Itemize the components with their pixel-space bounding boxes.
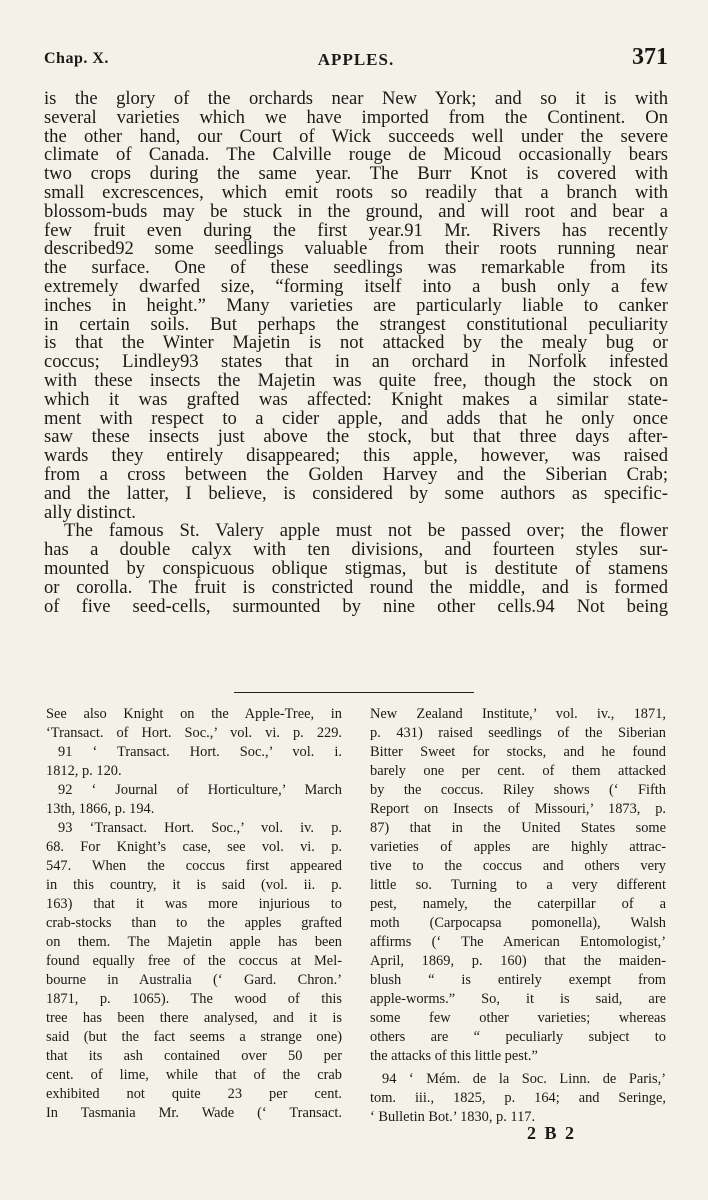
footnote-line: New Zealand Institute,’ vol. iv., 1871,: [370, 706, 666, 722]
footnote-line: tive to the coccus and others very: [370, 858, 666, 874]
footnote-line: 87) that in the United States some: [370, 820, 666, 836]
running-title: APPLES.: [317, 50, 395, 69]
text-line: the other hand, our Court of Wick succeeds well under the severe: [44, 125, 668, 147]
footnote-line: the attacks of this little pest.”: [370, 1048, 538, 1064]
text-line: or corolla. The fruit is constricted round the middle, and is formed: [44, 576, 668, 598]
footnote-line: p. 431) raised seedlings of the Siberian: [370, 725, 666, 741]
footnote-line: tree has been there analysed, and it is: [46, 1010, 342, 1026]
text-line: in certain soils. But perhaps the strangest constitutional peculiarity: [44, 313, 668, 335]
text-line: with these insects the Majetin was quite free, though the stock on: [44, 369, 668, 391]
footnote-line: found equally free of the coccus at Mel-: [46, 953, 342, 969]
footnote-line: Report on Insects of Missouri,’ 1873, p.: [370, 801, 666, 817]
footnote-line: 547. When the coccus first appeared: [46, 858, 342, 874]
text-line: blossom-buds may be stuck in the ground, and will root and bear a: [44, 200, 668, 222]
footnote-line: 93 ‘Transact. Hort. Soc.,’ vol. iv. p.: [58, 820, 342, 836]
footnote-line: April, 1869, p. 160) that the maiden-: [370, 953, 666, 969]
footnote-line: 68. For Knight’s case, see vol. vi. p.: [46, 839, 342, 855]
footnote-line: 91 ‘ Transact. Hort. Soc.,’ vol. i.: [58, 744, 342, 760]
footnote-line: that its ash contained over 50 per: [46, 1048, 342, 1064]
footnote-line: 1871, p. 1065). The wood of this: [46, 991, 342, 1007]
footnote-line: varieties of apples are highly attrac-: [370, 839, 666, 855]
text-line: saw these insects just above the stock, but that three days after-: [44, 426, 668, 448]
footnote-divider: [234, 692, 474, 693]
footnote-line: 92 ‘ Journal of Horticulture,’ March: [58, 782, 342, 798]
footnote-line: cent. of lime, while that of the crab: [46, 1067, 342, 1083]
text-line: coccus; Lindley93 states that in an orchard in Norfolk infested: [44, 351, 668, 373]
footnote-line: Bitter Sweet for stocks, and he found: [370, 744, 666, 760]
footnote-line: said (but the fact seems a strange one): [46, 1029, 342, 1045]
footnote-line: crab-stocks than to the apples grafted: [46, 915, 342, 931]
footnote-line: by the coccus. Riley shows (‘ Fifth: [370, 782, 666, 798]
footnote-line: 13th, 1866, p. 194.: [46, 801, 155, 817]
text-line: is the glory of the orchards near New York; and so it is with: [44, 88, 668, 109]
text-line: wards they entirely disappeared; this apple, however, was raised: [44, 445, 668, 467]
text-line: The famous St. Valery apple must not be passed over; the flower: [64, 520, 668, 542]
text-line: of five seed-cells, surmounted by nine other cells.94 Not being: [44, 595, 668, 617]
footnote-line: on them. The Majetin apple has been: [46, 934, 342, 950]
text-line: mounted by conspicuous oblique stigmas, but is destitute of stamens: [44, 557, 668, 579]
footnote-line: others are “ peculiarly subject to: [370, 1029, 666, 1045]
text-line: few fruit even during the first year.91 Mr. Rivers has recently: [44, 219, 668, 241]
footnote-line: In Tasmania Mr. Wade (‘ Transact.: [46, 1105, 342, 1121]
text-line: from a cross between the Golden Harvey and the Siberian Crab;: [44, 463, 668, 485]
text-line: the surface. One of these seedlings was remarkable from its: [44, 257, 668, 279]
footnote-line: apple-worms.” So, it is said, are: [370, 991, 666, 1007]
signature-mark: 2 B 2: [527, 1123, 577, 1143]
footnote-line: bourne in Australia (‘ Gard. Chron.’: [46, 972, 342, 988]
text-line: small excrescences, which emit roots so readily that a branch with: [44, 181, 668, 203]
text-line: inches in height.” Many varieties are particularly liable to canker: [44, 294, 668, 316]
footnote-line: 1812, p. 120.: [46, 763, 122, 779]
text-line: several varieties which we have imported from the Continent. On: [44, 106, 668, 128]
footnote-line: affirms (‘ The American Entomologist,’: [370, 934, 666, 950]
text-line: two crops during the same year. The Burr Knot is covered with: [44, 163, 668, 185]
footnote-line: tom. iii., 1825, p. 164; and Seringe,: [370, 1090, 666, 1106]
footnotes-left-column: [46, 705, 342, 1123]
text-line: which it was grafted was affected: Knight makes a similar state-: [44, 388, 668, 410]
text-line: and the latter, I believe, is considered by some authors as specific-: [44, 482, 668, 504]
footnote-line: moth (Carpocapsa pomonella), Walsh: [370, 915, 666, 931]
footnote-line: some few other varieties; whereas: [370, 1010, 666, 1026]
text-line: has a double calyx with ten divisions, and fourteen styles sur-: [44, 539, 668, 561]
running-header: [44, 44, 668, 78]
footnote-line: barely one per cent. of them attacked: [370, 763, 666, 779]
footnote-line: ‘Transact. of Hort. Soc.,’ vol. vi. p. 229.: [46, 725, 342, 741]
text-line: climate of Canada. The Calville rouge de Micoud occasionally bears: [44, 144, 668, 166]
chapter-label: Chap. X.: [44, 50, 109, 67]
page-number: 371: [632, 44, 668, 70]
footnote-line: See also Knight on the Apple-Tree, in: [46, 706, 342, 722]
text-line: ally distinct.: [44, 501, 136, 523]
footnote-line: 163) that it was more injurious to: [46, 896, 342, 912]
footnote-line: ‘ Bulletin Bot.’ 1830, p. 117.: [370, 1109, 536, 1125]
footnote-line: exhibited not quite 23 per cent.: [46, 1086, 342, 1102]
text-line: is that the Winter Majetin is not attacked by the mealy bug or: [44, 332, 668, 354]
footnote-line: blush “ is entirely exempt from: [370, 972, 666, 988]
main-text: [44, 90, 668, 616]
footnote-line: pest, namely, the caterpillar of a: [370, 896, 666, 912]
text-line: ment with respect to a cider apple, and adds that he only once: [44, 407, 668, 429]
footnote-line: little so. Turning to a very different: [370, 877, 666, 893]
footnotes-right-column: [370, 705, 666, 1127]
text-line: extremely dwarfed size, “forming itself into a bush only a few: [44, 275, 668, 297]
text-line: described92 some seedlings valuable from their roots running near: [44, 238, 668, 260]
footnote-line: in this country, it is said (vol. ii. p.: [46, 877, 342, 893]
footnote-line: 94 ‘ Mém. de la Soc. Linn. de Paris,’: [382, 1071, 666, 1087]
